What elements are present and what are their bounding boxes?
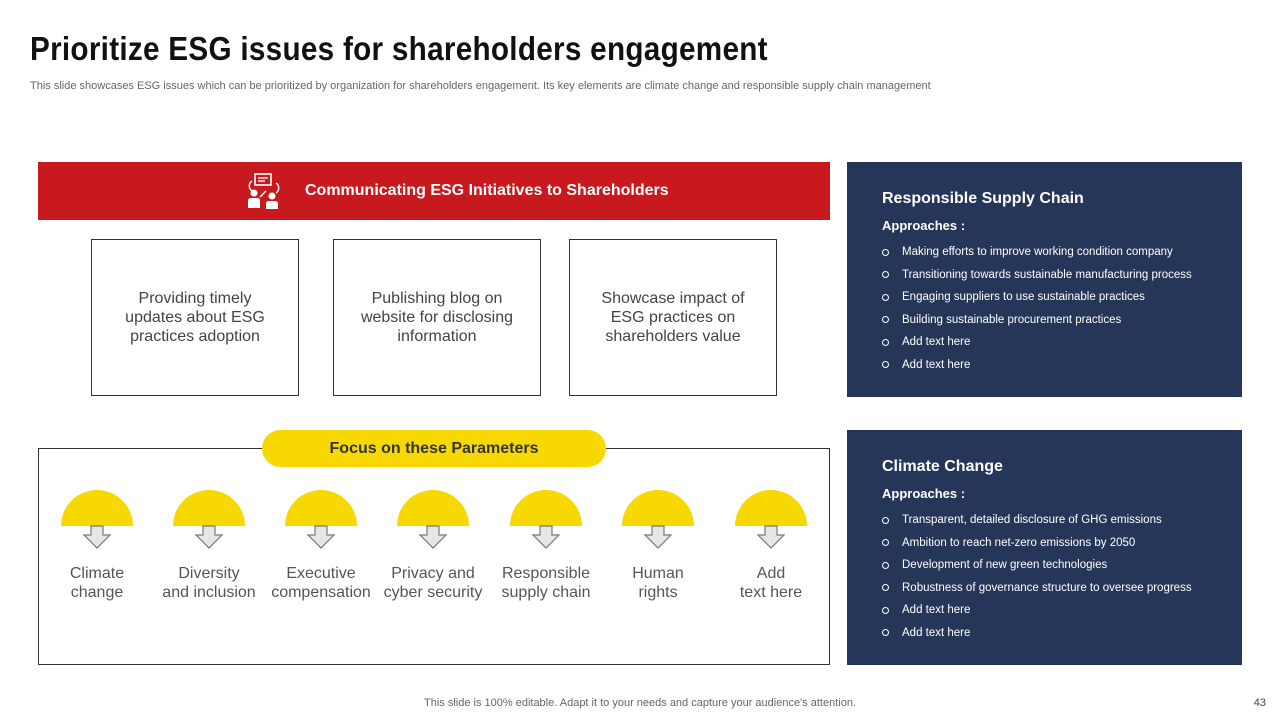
- bullet-icon: [882, 517, 889, 524]
- bullet-icon: [882, 271, 889, 278]
- supply-chain-title: Responsible Supply Chain: [882, 190, 1084, 207]
- down-arrow-icon: [734, 490, 808, 550]
- parameter-label: Climate change: [69, 565, 125, 601]
- parameter-label: Responsible supply chain: [501, 565, 591, 601]
- parameter-item: [373, 490, 493, 602]
- list-item: Add text here: [882, 354, 1242, 377]
- parameter-item: [261, 490, 381, 602]
- communicating-banner: [38, 162, 830, 220]
- list-item: Add text here: [882, 331, 1242, 354]
- list-item: Building sustainable procurement practices: [882, 309, 1242, 332]
- down-arrow-icon: [509, 490, 583, 550]
- climate-change-list: [882, 509, 1242, 644]
- parameter-label: Privacy and cyber security: [383, 565, 483, 601]
- bullet-icon: [882, 361, 889, 368]
- list-item: Making efforts to improve working condition company: [882, 241, 1242, 264]
- list-item: Add text here: [882, 622, 1242, 645]
- communication-box: Providing timely updates about ESG practices adoption: [91, 239, 299, 396]
- bullet-icon: [882, 584, 889, 591]
- bullet-icon: [882, 539, 889, 546]
- parameter-label: Diversity and inclusion: [162, 565, 256, 601]
- down-arrow-icon: [284, 490, 358, 550]
- presentation-people-icon: [244, 171, 284, 211]
- list-item: Robustness of governance structure to oversee progress: [882, 577, 1242, 600]
- bullet-icon: [882, 629, 889, 636]
- parameter-label: Add text here: [739, 565, 803, 601]
- communication-box: Publishing blog on website for disclosing information: [333, 239, 541, 396]
- communication-box: Showcase impact of ESG practices on shareholders value: [569, 239, 777, 396]
- bullet-icon: [882, 249, 889, 256]
- parameter-item: [486, 490, 606, 602]
- bullet-icon: [882, 562, 889, 569]
- bullet-icon: [882, 339, 889, 346]
- parameter-label: Executive compensation: [271, 565, 371, 601]
- list-item: Development of new green technologies: [882, 554, 1242, 577]
- down-arrow-icon: [172, 490, 246, 550]
- page-title: Prioritize ESG issues for shareholders engagement: [30, 30, 768, 67]
- supply-chain-approaches-label: Approaches :: [882, 218, 966, 233]
- supply-chain-card: [847, 162, 1242, 397]
- parameter-label: Human rights: [632, 565, 684, 601]
- list-item: Transitioning towards sustainable manufacturing process: [882, 264, 1242, 287]
- list-item: Add text here: [882, 599, 1242, 622]
- page-number: 43: [1253, 697, 1266, 709]
- bullet-icon: [882, 316, 889, 323]
- parameter-item: [37, 490, 157, 602]
- parameter-item: [711, 490, 831, 602]
- climate-change-card: [847, 430, 1242, 665]
- supply-chain-list: [882, 241, 1242, 376]
- climate-change-approaches-label: Approaches :: [882, 486, 966, 501]
- parameters-title: Focus on these Parameters: [262, 430, 606, 467]
- down-arrow-icon: [396, 490, 470, 550]
- bullet-icon: [882, 607, 889, 614]
- footer-note: This slide is 100% editable. Adapt it to your needs and capture your audience's attention.: [424, 697, 856, 709]
- parameter-item: [149, 490, 269, 602]
- list-item: Ambition to reach net-zero emissions by 2050: [882, 532, 1242, 555]
- parameter-item: [598, 490, 718, 602]
- down-arrow-icon: [60, 490, 134, 550]
- down-arrow-icon: [621, 490, 695, 550]
- bullet-icon: [882, 294, 889, 301]
- communicating-title: Communicating ESG Initiatives to Shareholders: [305, 182, 669, 199]
- list-item: Engaging suppliers to use sustainable practices: [882, 286, 1242, 309]
- list-item: Transparent, detailed disclosure of GHG emissions: [882, 509, 1242, 532]
- page-subtitle: This slide showcases ESG issues which can be prioritized by organization for shareholders engagement. Its key elements are climate change and responsible supply chain management: [30, 80, 931, 92]
- climate-change-title: Climate Change: [882, 458, 1003, 475]
